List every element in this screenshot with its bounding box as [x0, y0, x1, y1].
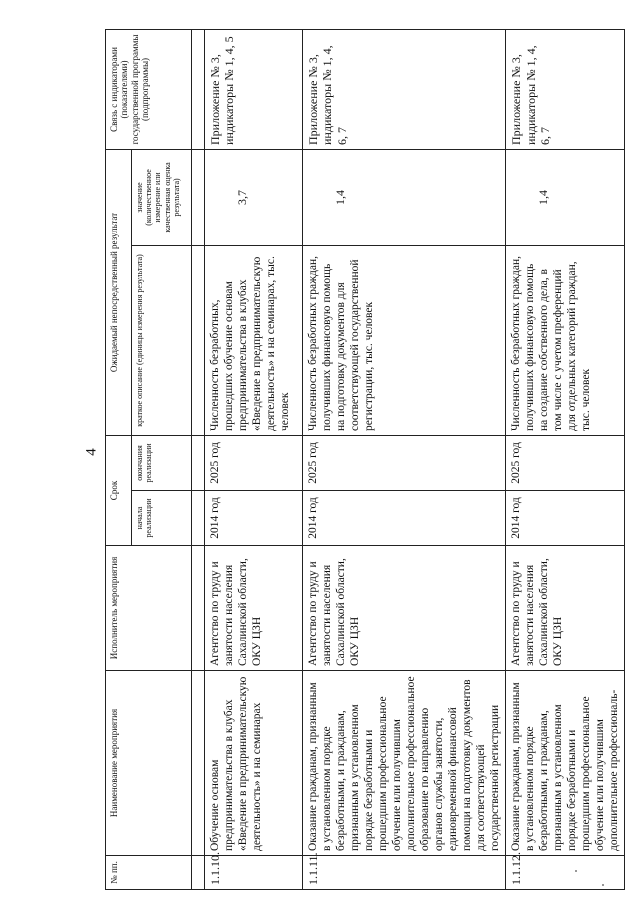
- term-end: 2025 год: [303, 435, 506, 490]
- row-number: 1.1.12.: [506, 856, 625, 890]
- header-start: начала реализации: [132, 491, 192, 546]
- indicator-link: Приложение № 3, индикаторы № 1, 4, 6, 7: [303, 29, 506, 149]
- measure-name: Оказание гражданам, признанным в установленном порядке безработными, и гражданам, признанным в установленном порядке безработными и прошедшим профессиональное обучение или получившим дополнительное профессиональ-: [506, 671, 625, 856]
- measure-name: Оказание гражданам, признанным в установленном порядке безработными, и гражданам, признанным в установленном порядке безработными и прошедшим профессиональное обучение или получившим дополнительное профессиональное образование по направлению органов службы занятости, единовременной финансовой помощи на подготовку документов для соответствующей государственной регистрации: [303, 671, 506, 856]
- term-end: 2025 год: [506, 435, 625, 490]
- measure-executor: Агентство по труду и занятости населения Сахалинской области, ОКУ ЦЗН: [205, 546, 303, 671]
- result-description: Численность безработных, прошедших обучение основам предпринимательства в клубах «Введение в предпринимательскую деятельность» и на семинарах, тыс. человек: [205, 245, 303, 435]
- measures-table-sheet: [105, 30, 625, 890]
- row-number: 1.1.10.: [205, 856, 303, 890]
- table-row: [506, 29, 625, 889]
- measure-executor: Агентство по труду и занятости населения Сахалинской области, ОКУ ЦЗН: [303, 546, 506, 671]
- term-start: 2014 год: [303, 491, 506, 546]
- header-link: Связь с индикаторами (показателями) государственной программы (подпрограммы): [106, 29, 192, 149]
- header-result: Ожидаемый непосредственный результат: [106, 149, 132, 435]
- term-start: 2014 год: [205, 491, 303, 546]
- header-term: Срок: [106, 435, 132, 545]
- header-spacer-row: [192, 29, 205, 889]
- scan-speck: [602, 884, 604, 886]
- indicator-link: Приложение № 3, индикаторы № 1, 4, 6, 7: [506, 29, 625, 149]
- header-end: окончания реализации: [132, 435, 192, 490]
- table-row: [205, 29, 303, 889]
- table-row: [303, 29, 506, 889]
- header-executor: Исполнитель мероприятия: [106, 546, 192, 671]
- measure-name: Обучение основам предпринимательства в клубах «Введение в предпринимательскую деятельность» и на семинарах: [205, 671, 303, 856]
- result-value: 3,7: [205, 149, 303, 245]
- term-start: 2014 год: [506, 491, 625, 546]
- measure-executor: Агентство по труду и занятости населения Сахалинской области, ОКУ ЦЗН: [506, 546, 625, 671]
- header-result-desc: краткое описание (единицы измерения результата): [132, 245, 192, 435]
- result-description: Численность безработных граждан, получивших финансовую помощь на подготовку документов для соответствующей государственной регистрации, тыс. человек: [303, 245, 506, 435]
- term-end: 2025 год: [205, 435, 303, 490]
- row-number: 1.1.11.: [303, 856, 506, 890]
- table-header: [106, 29, 192, 889]
- result-value: 1,4: [506, 149, 625, 245]
- header-no: № пп.: [106, 856, 192, 890]
- result-value: 1,4: [303, 149, 506, 245]
- header-name: Наименование мероприятия: [106, 671, 192, 856]
- measures-table: [105, 29, 625, 890]
- header-result-value: значение (количественное измерение или качественная оценка результата): [132, 149, 192, 245]
- scan-speck: [575, 870, 577, 872]
- page-number: 4: [83, 448, 100, 456]
- indicator-link: Приложение № 3, индикаторы № 1, 4, 5: [205, 29, 303, 149]
- result-description: Численность безработных граждан, получивших финансовую помощь на создание собственного дела, в том числе с учетом преференций для отдельных категорий граждан, тыс. человек: [506, 245, 625, 435]
